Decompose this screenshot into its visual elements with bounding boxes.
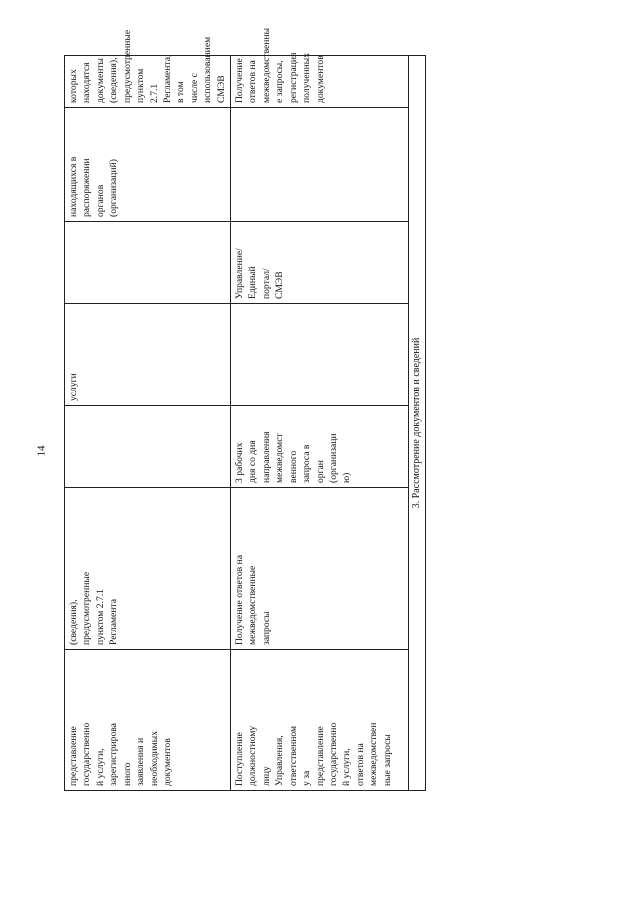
table-cell: Поступление должностному лицу Управления, ответственном у за представление государственно й услуги, ответов на межведомствен ные запросы bbox=[231, 650, 409, 791]
table-cell: которых находятся документы (сведения), предусмотренные пунктом 2.7.1 Регламента, в том числе с использованием СМЭВ bbox=[65, 56, 231, 108]
table-row bbox=[65, 56, 231, 791]
table-cell: Управление/ Единый портал/ СМЭВ bbox=[231, 222, 409, 304]
section-row bbox=[409, 56, 426, 791]
table-cell bbox=[65, 406, 231, 488]
table-cell bbox=[231, 304, 409, 406]
table-cell: 3 рабочих дня со дня направления межведомст венного запроса в орган (организаци ю) bbox=[231, 406, 409, 488]
table-cell: представление государственно й услуги, зарегистрирова нного заявления и необходимых документов bbox=[65, 650, 231, 791]
table-cell bbox=[65, 222, 231, 304]
table-cell: Получение ответов на межведомственны е запросы, регистрация полученных документов bbox=[231, 56, 409, 108]
rotated-table bbox=[64, 27, 423, 791]
page-number: 14 bbox=[35, 445, 48, 457]
table-cell: (сведения), предусмотренные пунктом 2.7.1 Регламента bbox=[65, 488, 231, 650]
section-title: 3. Рассмотрение документов и сведений bbox=[409, 56, 426, 791]
table-row bbox=[231, 56, 409, 791]
table-cell: находящихся в распоряжении органов (организаций) bbox=[65, 108, 231, 222]
table-cell bbox=[231, 108, 409, 222]
rotated-table-wrapper bbox=[64, 27, 423, 791]
procedure-table bbox=[64, 27, 426, 791]
table-cell: Получение ответов на межведомственные запросы bbox=[231, 488, 409, 650]
table-cell: услуги bbox=[65, 304, 231, 406]
